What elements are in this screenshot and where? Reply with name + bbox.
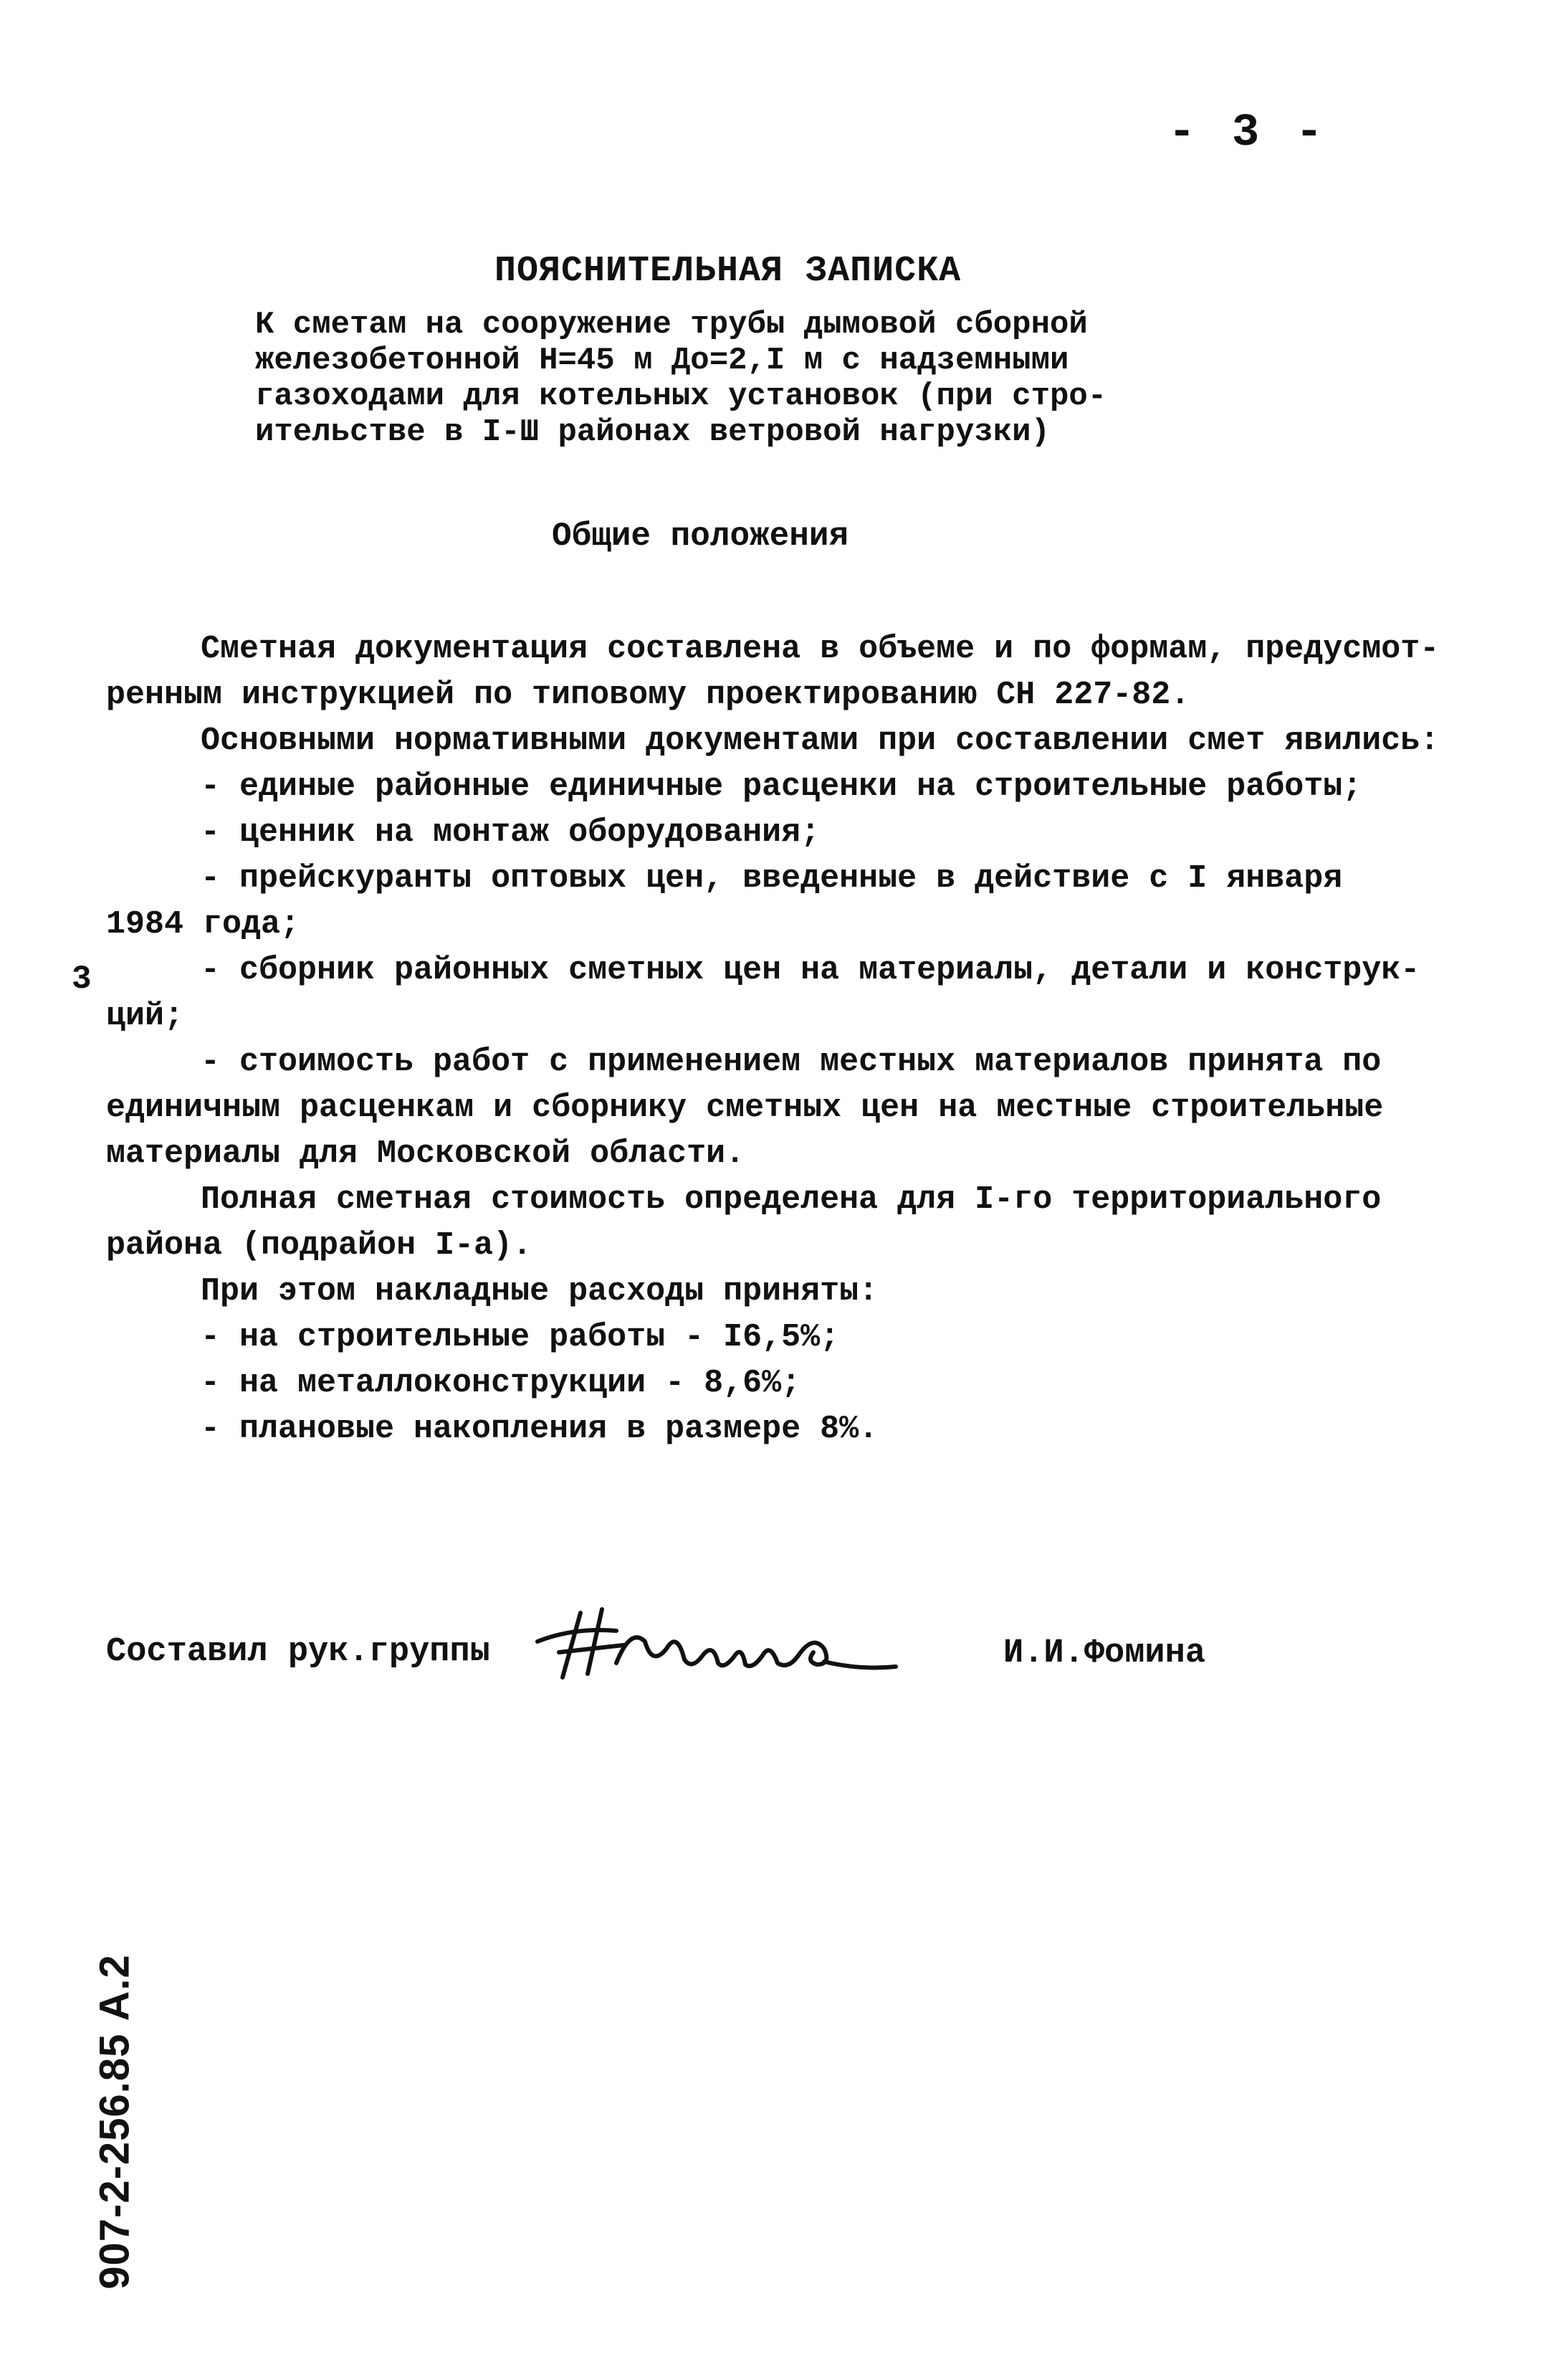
subtitle-line: железобетонной Н=45 м До=2,I м с надземными bbox=[255, 343, 1069, 378]
list-item: - на металлоконструкции - 8,6%; bbox=[201, 1365, 801, 1401]
list-item: - стоимость работ с применением местных материалов принята по bbox=[201, 1044, 1382, 1080]
body-line: единичным расценкам и сборнику сметных цен на местные строительные bbox=[106, 1090, 1384, 1126]
list-item: - единые районные единичные расценки на строительные работы; bbox=[201, 768, 1362, 805]
body-line: района (подрайон I-а). bbox=[106, 1227, 532, 1264]
list-item: - ценник на монтаж оборудования; bbox=[201, 814, 821, 851]
signature-image bbox=[530, 1599, 903, 1699]
subtitle-line: ительстве в I-Ш районах ветровой нагрузки) bbox=[255, 414, 1050, 450]
body-line: 1984 года; bbox=[106, 906, 300, 943]
list-item: - плановые накопления в размере 8%. bbox=[201, 1411, 879, 1447]
document-subtitle bbox=[255, 307, 1106, 450]
body-line: Сметная документация составлена в объеме и по формам, предусмот- bbox=[201, 631, 1440, 667]
subtitle-line: К сметам на сооружение трубы дымовой сборной bbox=[255, 307, 1088, 343]
body-line: Основными нормативными документами при составлении смет явились: bbox=[201, 723, 1440, 759]
body-line: материалы для Московской области. bbox=[106, 1135, 745, 1172]
body-line: ций; bbox=[106, 998, 184, 1034]
margin-mark: 3 bbox=[72, 961, 92, 998]
signed-by-label: Составил рук.группы bbox=[106, 1633, 490, 1671]
section-heading: Общие положения bbox=[552, 518, 849, 555]
page-number: - 3 - bbox=[1168, 108, 1328, 159]
body-line: Полная сметная стоимость определена для I-го территориального bbox=[201, 1181, 1382, 1218]
list-item: - прейскуранты оптовых цен, введенные в действие с I января bbox=[201, 860, 1343, 897]
body-line: При этом накладные расходы приняты: bbox=[201, 1273, 879, 1310]
list-item: - сборник районных сметных цен на материалы, детали и конструк- bbox=[201, 952, 1420, 989]
subtitle-line: газоходами для котельных установок (при стро- bbox=[255, 378, 1107, 414]
list-item: - на строительные работы - I6,5%; bbox=[201, 1319, 840, 1356]
document-title: ПОЯСНИТЕЛЬНАЯ ЗАПИСКА bbox=[494, 251, 962, 292]
signer-name: И.И.Фомина bbox=[1003, 1634, 1206, 1672]
document-code: 907-2-256.85 А.2 bbox=[91, 1954, 138, 2290]
body-line: ренным инструкцией по типовому проектированию СН 227-82. bbox=[106, 677, 1190, 713]
